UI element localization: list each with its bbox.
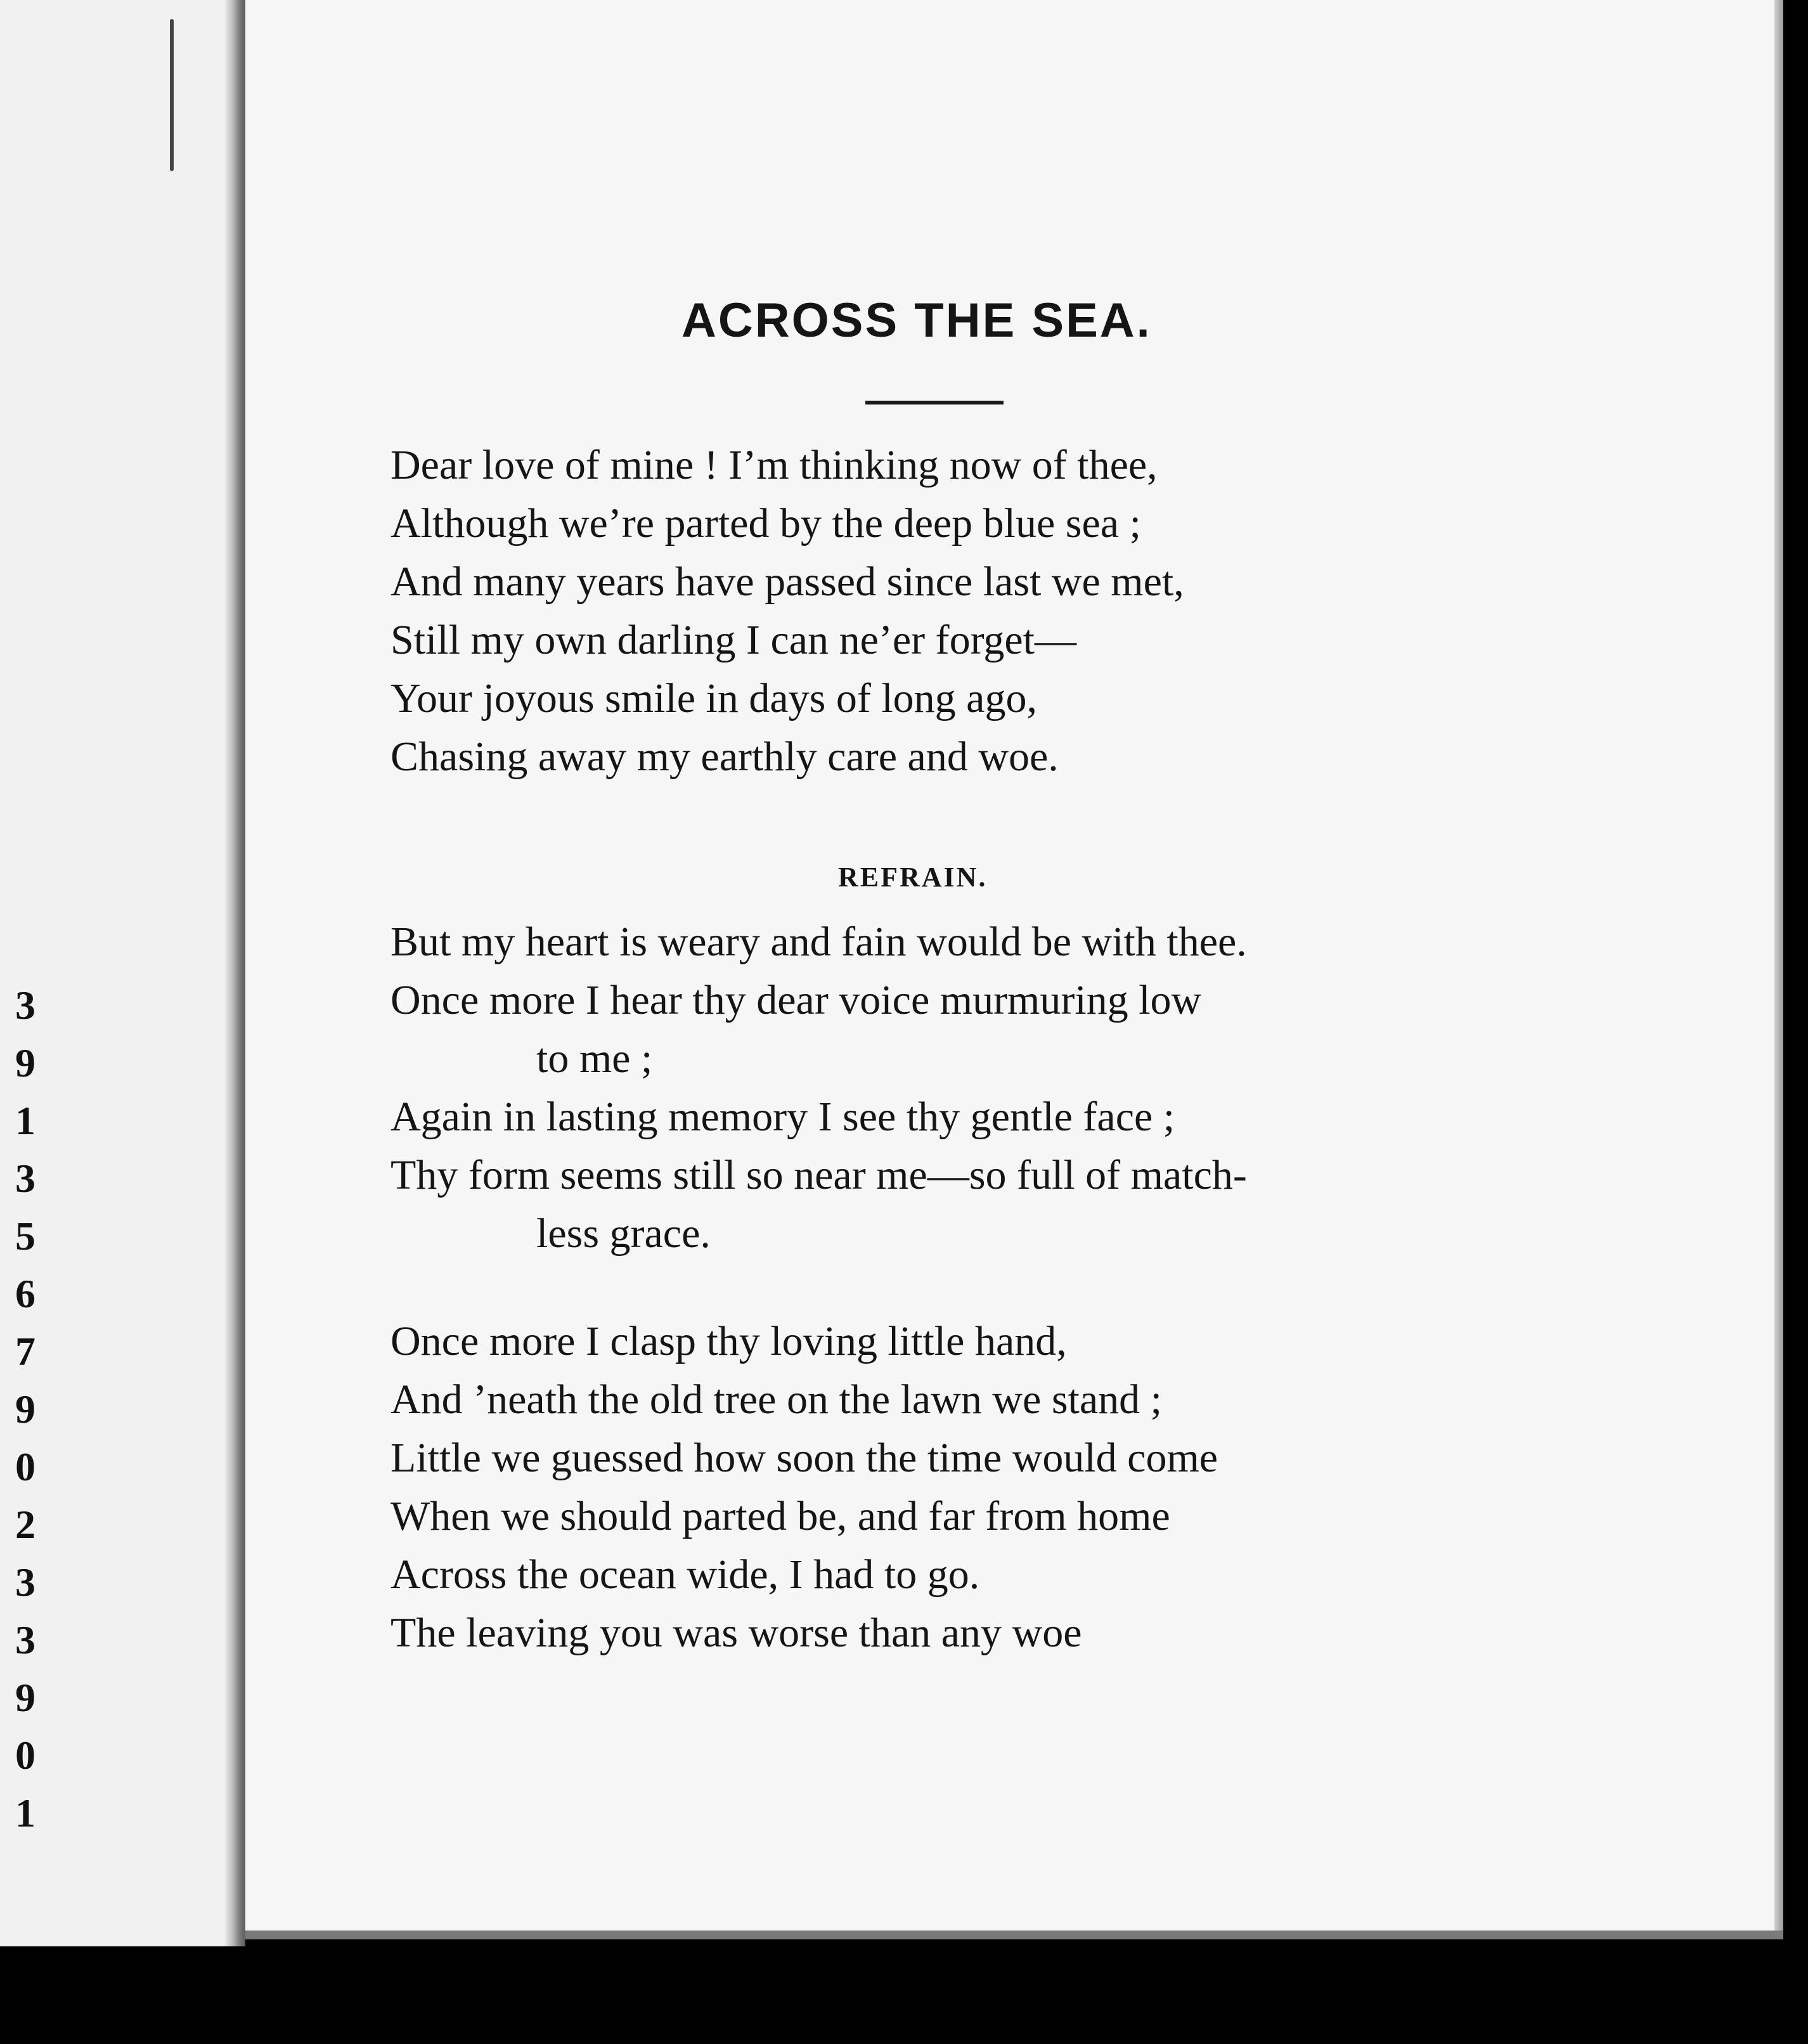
verse-line: Across the ocean wide, I had to go. xyxy=(391,1551,980,1598)
page-number: 3 xyxy=(15,1156,36,1201)
verse-line: Although we’re parted by the deep blue sea ; xyxy=(391,500,1141,547)
page-number: 5 xyxy=(15,1213,36,1258)
page-number: 9 xyxy=(15,1040,36,1085)
poem-title: ACROSS THE SEA. xyxy=(681,294,1152,347)
page-number: 3 xyxy=(15,983,36,1028)
verse-line: Still my own darling I can ne’er forget— xyxy=(391,617,1077,663)
verse-line: The leaving you was worse than any woe xyxy=(391,1610,1082,1656)
page-edge-mark xyxy=(170,19,174,171)
refrain-heading: REFRAIN. xyxy=(838,862,988,893)
page-bottom-edge xyxy=(245,1931,1783,1939)
refrain-line: But my heart is weary and fain would be with thee. xyxy=(391,919,1247,965)
page-number: 3 xyxy=(15,1617,36,1662)
facing-page xyxy=(0,0,236,1946)
verse-line: And many years have passed since last we met, xyxy=(391,559,1184,605)
page-number: 2 xyxy=(15,1502,36,1547)
verse-line: Once more I clasp thy loving little hand, xyxy=(391,1318,1067,1364)
verse-2 xyxy=(391,1312,1218,1662)
verse-line: Chasing away my earthly care and woe. xyxy=(391,734,1059,780)
verse-line: And ’neath the old tree on the lawn we stand ; xyxy=(391,1376,1162,1423)
page-number: 1 xyxy=(15,1790,36,1835)
facing-page-numbers xyxy=(0,976,36,1842)
page-number: 0 xyxy=(15,1444,36,1489)
verse-line: Little we guessed how soon the time would come xyxy=(391,1435,1218,1481)
verse-line: Your joyous smile in days of long ago, xyxy=(391,675,1037,721)
refrain-line-continuation: less grace. xyxy=(536,1210,711,1257)
page-number: 9 xyxy=(15,1675,36,1720)
page-edge xyxy=(1774,0,1783,1931)
verse-line: Dear love of mine ! I’m thinking now of thee, xyxy=(391,442,1158,488)
verse-1 xyxy=(391,436,1184,786)
title-divider xyxy=(865,401,1004,404)
refrain-line-continuation: to me ; xyxy=(536,1035,653,1082)
page-number: 6 xyxy=(15,1271,36,1316)
page-number: 3 xyxy=(15,1560,36,1605)
book-gutter xyxy=(225,0,245,1946)
refrain-line: Once more I hear thy dear voice murmuring low xyxy=(391,977,1202,1023)
verse-line: When we should parted be, and far from home xyxy=(391,1493,1170,1539)
page-number: 1 xyxy=(15,1098,36,1143)
page-number: 9 xyxy=(15,1387,36,1432)
refrain xyxy=(391,913,1247,1263)
page-number: 0 xyxy=(15,1733,36,1778)
page-number: 7 xyxy=(15,1329,36,1374)
refrain-line: Thy form seems still so near me—so full of match- xyxy=(391,1152,1247,1198)
refrain-line: Again in lasting memory I see thy gentle face ; xyxy=(391,1094,1175,1140)
